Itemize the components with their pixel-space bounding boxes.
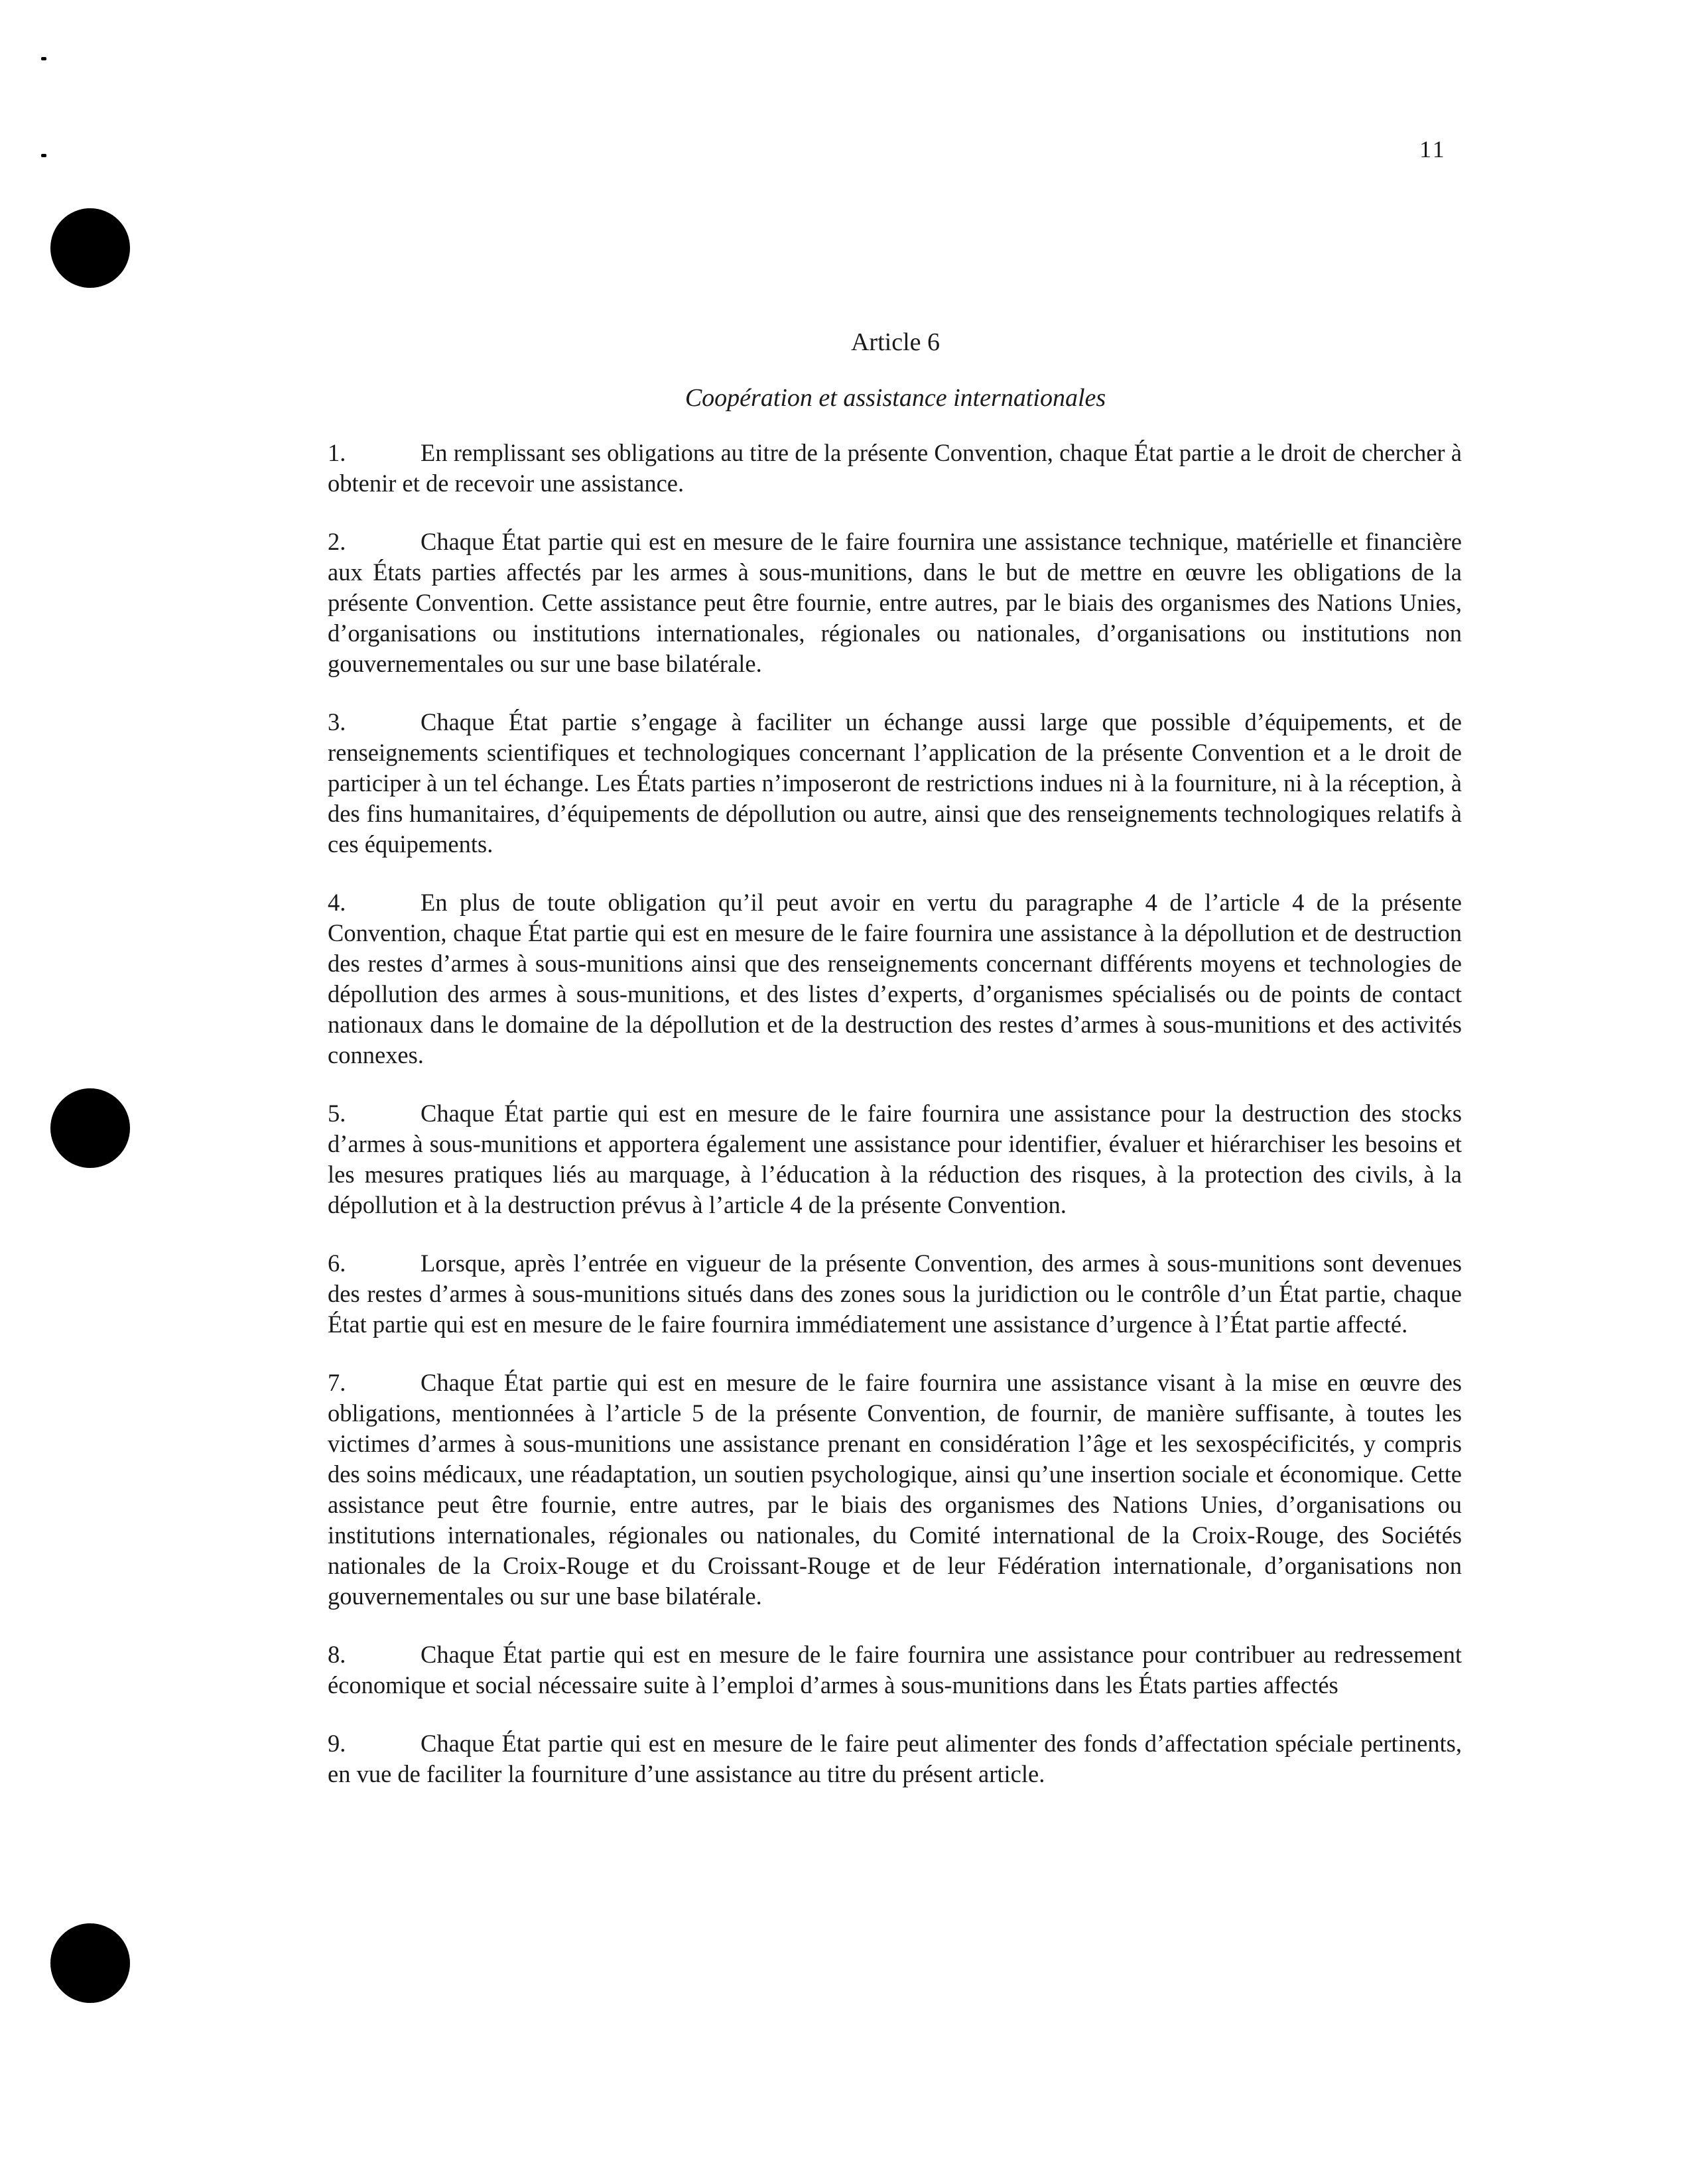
paragraph-text: Chaque État partie qui est en mesure de le faire fournira une assistance pour la destruction des stocks d’armes à sous-munitions et apportera également une assistance pour identifier, évaluer et hiérarchiser les besoins et les mesures pratiques liés au marquage, à l’éducation à la réduction des risques, à la protection des civils, à la dépollution et à la destruction prévus à l’article 4 de la présente Convention. bbox=[328, 1100, 1462, 1218]
paragraph-text: Lorsque, après l’entrée en vigueur de la présente Convention, des armes à sous-munitions sont devenues des restes d’armes à sous-munitions situés dans des zones sous la juridiction ou le contrôle d’un État partie, chaque État partie qui est en mesure de le faire fournira immédiatement une assistance d’urgence à l’État partie affecté. bbox=[328, 1250, 1462, 1338]
paragraph-number: 3. bbox=[328, 708, 346, 736]
paragraph-text: Chaque État partie s’engage à faciliter un échange aussi large que possible d’équipements, et de renseignements scientifiques et technologiques concernant l’application de la présente Convention et a le droit de participer à un tel échange. Les États parties n’imposeront de restrictions indues ni à la fourniture, ni à la réception, à des fins humanitaires, d’équipements de dépollution ou autre, ainsi que des renseignements technologiques relatifs à ces équipements. bbox=[328, 708, 1462, 858]
paragraph-number: 2. bbox=[328, 528, 346, 555]
paragraph-7 bbox=[328, 1368, 1462, 1612]
paragraph-text: Chaque État partie qui est en mesure de le faire fournira une assistance visant à la mise en œuvre des obligations, mentionnées à l’article 5 de la présente Convention, de fournir, de manière suffisante, à toutes les victimes d’armes à sous-munitions une assistance prenant en considération l’âge et les sexospécificités, y compris des soins médicaux, une réadaptation, un soutien psychologique, ainsi qu’une insertion sociale et économique. Cette assistance peut être fournie, entre autres, par le biais des organismes des Nations Unies, d’organisations ou institutions internationales, régionales ou nationales, du Comité international de la Croix-Rouge, des Sociétés nationales de la Croix-Rouge et du Croissant-Rouge et de leur Fédération internationale, d’organisations non gouvernementales ou sur une base bilatérale. bbox=[328, 1369, 1462, 1610]
punch-hole bbox=[50, 1923, 130, 2003]
paragraph-number: 6. bbox=[328, 1250, 346, 1277]
paragraph-text: Chaque État partie qui est en mesure de le faire fournira une assistance pour contribuer au redressement économique et social nécessaire suite à l’emploi d’armes à sous-munitions dans les États parties affectés bbox=[328, 1641, 1462, 1699]
article-subtitle: Coopération et assistance internationales bbox=[684, 384, 1106, 412]
article-title: Article 6 bbox=[850, 328, 940, 356]
paragraph-number: 4. bbox=[328, 889, 346, 916]
paragraph-number: 8. bbox=[328, 1641, 346, 1668]
scan-speck bbox=[41, 154, 46, 157]
paragraph-1 bbox=[328, 438, 1462, 499]
paragraph-text: Chaque État partie qui est en mesure de le faire peut alimenter des fonds d’affectation spéciale pertinents, en vue de faciliter la fourniture d’une assistance au titre du présent article. bbox=[328, 1730, 1462, 1787]
paragraph-text: En plus de toute obligation qu’il peut avoir en vertu du paragraphe 4 de l’article 4 de la présente Convention, chaque État partie qui est en mesure de le faire fournira une assistance à la dépollution et de destruction des restes d’armes à sous-munitions ainsi que des renseignements concernant différents moyens et technologies de dépollution des armes à sous-munitions, et des listes d’experts, d’organismes spécialisés ou de points de contact nationaux dans le domaine de la dépollution et de la destruction des restes d’armes à sous-munitions et des activités connexes. bbox=[328, 889, 1462, 1068]
paragraph-text: En remplissant ses obligations au titre de la présente Convention, chaque État partie a le droit de chercher à obtenir et de recevoir une assistance. bbox=[328, 439, 1462, 497]
scan-speck bbox=[41, 57, 46, 60]
paragraph-number: 9. bbox=[328, 1730, 346, 1757]
article-body bbox=[328, 438, 1462, 1817]
paragraph-number: 5. bbox=[328, 1100, 346, 1127]
paragraph-number: 7. bbox=[328, 1369, 346, 1396]
paragraph-2 bbox=[328, 527, 1462, 679]
paragraph-5 bbox=[328, 1098, 1462, 1220]
paragraph-3 bbox=[328, 707, 1462, 860]
paragraph-number: 1. bbox=[328, 439, 346, 466]
page-number: 11 bbox=[1419, 136, 1447, 162]
paragraph-9 bbox=[328, 1728, 1462, 1789]
paragraph-8 bbox=[328, 1639, 1462, 1701]
paragraph-6 bbox=[328, 1248, 1462, 1340]
punch-hole bbox=[50, 208, 130, 288]
paragraph-4 bbox=[328, 887, 1462, 1070]
punch-hole bbox=[50, 1088, 130, 1168]
paragraph-text: Chaque État partie qui est en mesure de le faire fournira une assistance technique, matérielle et financière aux États parties affectés par les armes à sous-munitions, dans le but de mettre en œuvre les obligations de la présente Convention. Cette assistance peut être fournie, entre autres, par le biais des organismes des Nations Unies, d’organisations ou institutions internationales, régionales ou nationales, d’organisations ou institutions non gouvernementales ou sur une base bilatérale. bbox=[328, 528, 1462, 677]
